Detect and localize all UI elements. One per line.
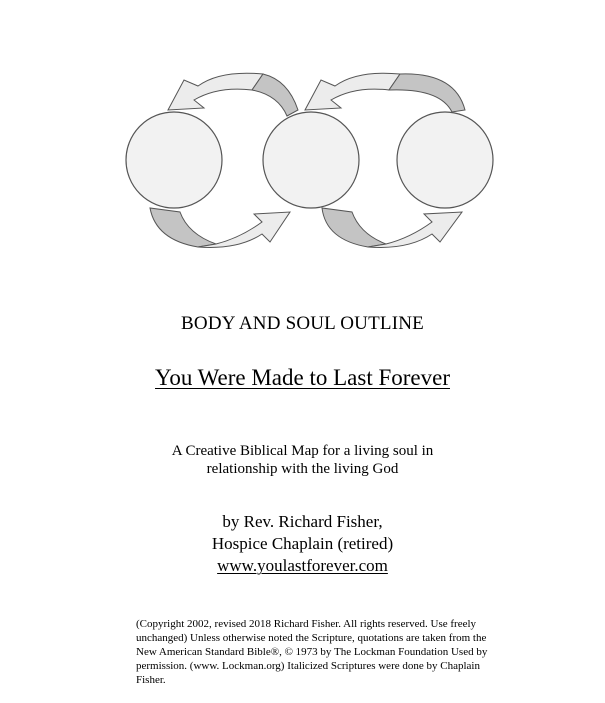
circles-arrows-diagram: [0, 0, 605, 270]
arrow-top-right-dark: [389, 74, 465, 112]
document-subtitle: [0, 442, 605, 478]
subtitle-line: relationship with the living God: [206, 461, 399, 477]
copyright-notice: [136, 617, 528, 687]
subtitle-line: A Creative Biblical Map for a living soul in: [171, 443, 434, 459]
arrow-bottom-right-dark: [322, 208, 386, 247]
arrow-top-left-dark: [252, 74, 298, 116]
arrow-bottom-left-dark: [150, 208, 216, 247]
website-link[interactable]: www.youlastforever.com: [217, 556, 388, 575]
circle-right: [397, 112, 493, 208]
circle-middle: [263, 112, 359, 208]
copyright-line: unchanged) Unless otherwise noted the Scripture, quotations are taken from the: [136, 632, 487, 644]
copyright-line: (Copyright 2002, revised 2018 Richard Fisher. All rights reserved. Use freely: [136, 618, 477, 630]
document-title: [0, 365, 605, 391]
circle-left: [126, 112, 222, 208]
arrow-top-right-light: [305, 73, 400, 110]
arrow-top-left-light: [168, 73, 263, 110]
document-title-text: You Were Made to Last Forever: [155, 365, 450, 390]
author-role: Hospice Chaplain (retired): [211, 534, 394, 553]
document-heading: BODY AND SOUL OUTLINE: [181, 313, 424, 334]
copyright-line: permission. (www. Lockman.org) Italicized Scriptures were done by Chaplain: [136, 660, 480, 672]
arrow-top-right: [305, 73, 465, 112]
arrow-bottom-right: [322, 208, 462, 247]
author-block: [0, 511, 605, 577]
arrow-top-left: [168, 73, 298, 116]
copyright-line: New American Standard Bible®, © 1973 by The Lockman Foundation Used by: [136, 646, 488, 658]
author-name: by Rev. Richard Fisher,: [222, 512, 383, 531]
copyright-line: Fisher.: [136, 674, 166, 686]
arrow-bottom-left: [150, 208, 290, 247]
